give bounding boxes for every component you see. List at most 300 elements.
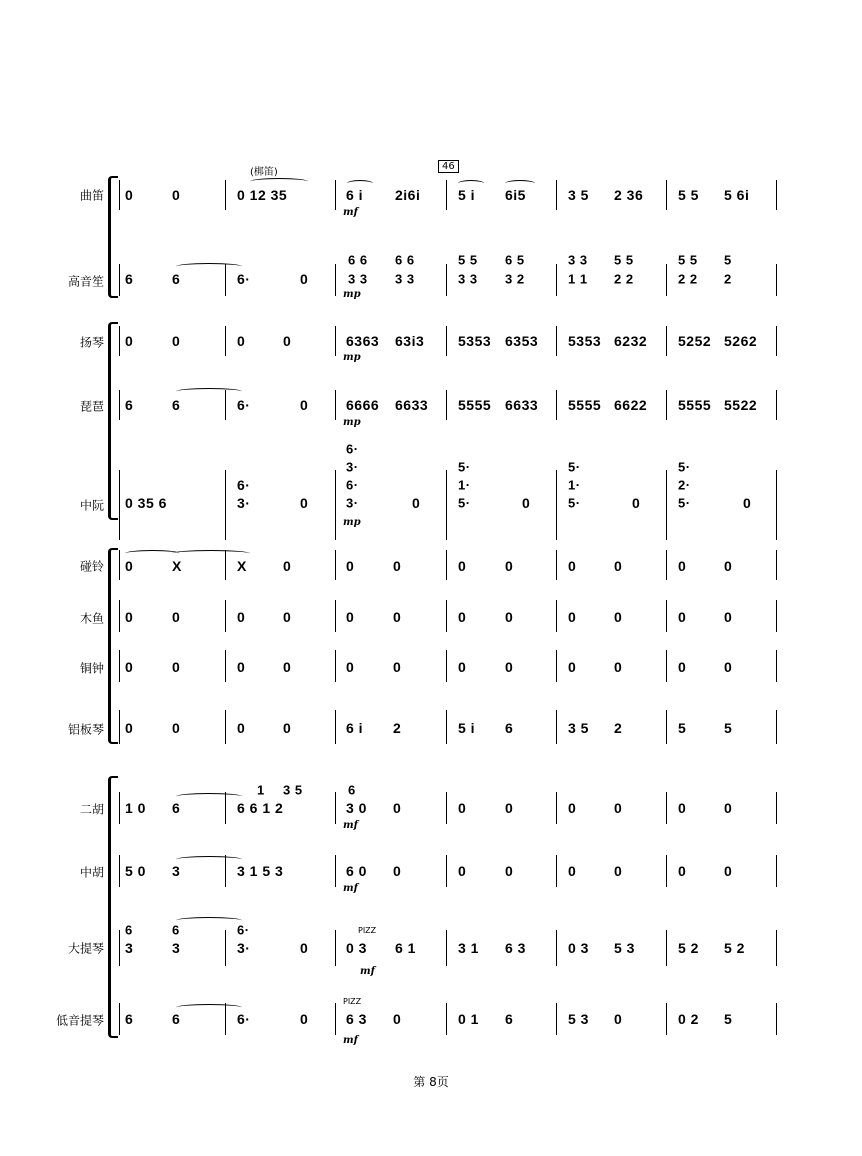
note-dyq-2: 6 — [172, 1011, 181, 1027]
note-yangqin-5: 6363 — [346, 333, 380, 349]
note-zhonghu-7: 0 — [505, 863, 514, 879]
dynamic-mp-sheng: mp — [343, 289, 361, 300]
barline — [335, 792, 336, 824]
brace-plucked — [108, 322, 118, 520]
label-zhongruan: 中阮 — [79, 498, 104, 513]
note-dyq-12: 5 — [724, 1011, 733, 1027]
note-sheng-top-3: 5 5 — [458, 252, 478, 268]
pizz-diyintiqin: PIZZ — [343, 997, 362, 1006]
tie-dyq — [176, 1004, 242, 1011]
barline — [446, 710, 447, 744]
note-erhu-5: 0 — [393, 800, 402, 816]
note-muyu-3: 0 — [237, 609, 246, 625]
label-yangqin: 扬琴 — [79, 335, 104, 350]
barline — [666, 180, 667, 210]
note-dtq-9: 0 3 — [568, 940, 589, 956]
barline — [666, 930, 667, 966]
tie-erhu — [176, 793, 242, 800]
barline — [666, 792, 667, 824]
note-dyq-1: 6 — [125, 1011, 134, 1027]
barline — [556, 326, 557, 356]
label-pengling: 碰铃 — [79, 559, 104, 574]
barline — [335, 264, 336, 296]
note-sheng-4: 0 — [300, 271, 309, 287]
note-muyu-4: 0 — [283, 609, 292, 625]
note-qudi-2: 0 — [172, 187, 181, 203]
note-yangqin-9: 5353 — [568, 333, 602, 349]
note-muyu-5: 0 — [346, 609, 355, 625]
barline — [556, 550, 557, 580]
note-erhu-top-2: 3 5 — [283, 782, 303, 798]
note-lvbanqin-8: 6 — [505, 720, 514, 736]
label-qudi: 曲笛 — [79, 188, 104, 203]
barline — [776, 470, 777, 540]
note-tongzhong-2: 0 — [172, 659, 181, 675]
note-dtq-2: 3 — [172, 940, 181, 956]
note-qudi-4: 6 i — [346, 187, 364, 203]
barline — [556, 600, 557, 632]
barline — [335, 470, 336, 540]
barline — [666, 600, 667, 632]
note-tongzhong-8: 0 — [505, 659, 514, 675]
barline — [776, 710, 777, 744]
barline — [666, 470, 667, 540]
note-lvbanqin-5: 6 i — [346, 720, 364, 736]
note-tongzhong-3: 0 — [237, 659, 246, 675]
barline — [666, 650, 667, 682]
note-zhongruan-2: 3· — [237, 495, 251, 511]
note-pengling-5: 0 — [346, 558, 355, 574]
barline — [335, 650, 336, 682]
note-yangqin-8: 6353 — [505, 333, 539, 349]
barline — [446, 390, 447, 420]
label-gaoyinsheng: 高音笙 — [67, 274, 104, 289]
instrument-note: (梆笛) — [250, 167, 278, 178]
note-dyq-8: 6 — [505, 1011, 514, 1027]
barline — [446, 180, 447, 210]
barline — [776, 390, 777, 420]
note-yangqin-6: 63i3 — [395, 333, 425, 349]
note-dtq-7: 3 1 — [458, 940, 479, 956]
note-dtq-11: 5 2 — [678, 940, 699, 956]
barline — [776, 326, 777, 356]
note-dtq-8: 6 3 — [505, 940, 526, 956]
note-sheng-top-1: 6 6 — [348, 252, 368, 268]
note-pengling-9: 0 — [568, 558, 577, 574]
barline-start — [119, 550, 120, 580]
note-sheng-top-2: 6 6 — [395, 252, 415, 268]
barline-start — [119, 1003, 120, 1035]
note-sheng-2: 6 — [172, 271, 181, 287]
tie-pengling-2 — [172, 550, 250, 557]
note-yangqin-2: 0 — [172, 333, 181, 349]
note-muyu-6: 0 — [393, 609, 402, 625]
barline — [776, 650, 777, 682]
note-qudi-11: 5 6i — [724, 187, 750, 203]
note-dtq-4: 0 — [300, 940, 309, 956]
note-sheng-top-4: 6 5 — [505, 252, 525, 268]
note-muyu-9: 0 — [568, 609, 577, 625]
note-tongzhong-6: 0 — [393, 659, 402, 675]
note-yangqin-7: 5353 — [458, 333, 492, 349]
label-pipa: 琵琶 — [79, 399, 104, 414]
note-zhongruan-pre: 6· — [237, 477, 251, 493]
dynamic-mf-erhu: mf — [343, 820, 358, 831]
note-zhonghu-10: 0 — [678, 863, 687, 879]
note-muyu-2: 0 — [172, 609, 181, 625]
note-zhonghu-9: 0 — [614, 863, 623, 879]
barline — [666, 326, 667, 356]
barline-start — [119, 855, 120, 887]
note-sheng-top-8: 5 — [724, 252, 732, 268]
label-diyintiqin: 低音提琴 — [55, 1013, 104, 1028]
note-dtq-top-3: 6· — [237, 922, 250, 938]
barline — [335, 326, 336, 356]
barline — [666, 550, 667, 580]
barline — [446, 470, 447, 540]
slur-qudi-3 — [505, 180, 535, 187]
note-pipa-1: 6 — [125, 397, 134, 413]
barline — [556, 470, 557, 540]
barline — [556, 650, 557, 682]
barline-start — [119, 390, 120, 420]
note-lvbanqin-12: 5 — [724, 720, 733, 736]
label-tongzhong: 铜钟 — [79, 661, 104, 676]
barline — [225, 180, 226, 210]
note-qudi-5: 2i6i — [395, 187, 421, 203]
note-zhongruan-7: 0 — [743, 495, 752, 511]
note-qudi-8: 3 5 — [568, 187, 589, 203]
note-sheng-1: 6 — [125, 271, 134, 287]
note-tongzhong-10: 0 — [614, 659, 623, 675]
note-erhu-2: 6 — [172, 800, 181, 816]
note-qudi-3: 0 12 35 — [237, 187, 288, 203]
chord-zr-m3-2: 3· — [346, 459, 359, 475]
note-dtq-5: 0 3 — [346, 940, 367, 956]
barline — [556, 180, 557, 210]
note-dyq-4: 0 — [300, 1011, 309, 1027]
barline-start — [119, 264, 120, 296]
note-lvbanqin-3: 0 — [237, 720, 246, 736]
barline — [335, 930, 336, 966]
note-pengling-3: X — [237, 558, 247, 574]
note-yangqin-11: 5252 — [678, 333, 712, 349]
barline — [225, 930, 226, 966]
note-pengling-11: 0 — [678, 558, 687, 574]
note-erhu-8: 0 — [568, 800, 577, 816]
note-zhonghu-6: 0 — [458, 863, 467, 879]
note-dtq-10: 5 3 — [614, 940, 635, 956]
note-tongzhong-7: 0 — [458, 659, 467, 675]
pizz-datiqin: PIZZ — [358, 926, 377, 935]
chord-zr-m6-1: 5· — [678, 459, 691, 475]
note-zhongruan-4: 0 — [412, 495, 421, 511]
barline-start — [119, 600, 120, 632]
barline — [335, 390, 336, 420]
note-zhonghu-1: 5 0 — [125, 863, 146, 879]
note-tongzhong-9: 0 — [568, 659, 577, 675]
note-tongzhong-11: 0 — [678, 659, 687, 675]
note-dyq-5: 6 3 — [346, 1011, 367, 1027]
barline — [225, 650, 226, 682]
note-zhongruan-3: 0 — [300, 495, 309, 511]
note-pengling-4: 0 — [283, 558, 292, 574]
barline — [446, 650, 447, 682]
barline — [225, 600, 226, 632]
note-lvbanqin-10: 2 — [614, 720, 623, 736]
note-lvbanqin-1: 0 — [125, 720, 134, 736]
note-erhu-m4-top: 6 — [348, 782, 356, 798]
note-lvbanqin-11: 5 — [678, 720, 687, 736]
note-pipa-6: 6633 — [395, 397, 429, 413]
note-pipa-10: 6622 — [614, 397, 648, 413]
note-sheng-top-7: 5 5 — [678, 252, 698, 268]
dynamic-mp-yangqin: mp — [343, 352, 361, 363]
barline — [556, 792, 557, 824]
chord-zr-m3-4: 3· — [346, 495, 359, 511]
barline — [446, 550, 447, 580]
note-dtq-1: 3 — [125, 940, 134, 956]
brace-percussion — [108, 548, 118, 744]
label-erhu: 二胡 — [79, 802, 104, 817]
note-pengling-2: X — [172, 558, 182, 574]
brace-winds — [108, 176, 118, 298]
barline — [225, 710, 226, 744]
barline — [776, 264, 777, 296]
barline — [776, 600, 777, 632]
note-pengling-7: 0 — [458, 558, 467, 574]
note-muyu-11: 0 — [678, 609, 687, 625]
note-zhongruan-6: 0 — [632, 495, 641, 511]
chord-zr-m5-3: 5· — [568, 495, 581, 511]
note-lvbanqin-4: 0 — [283, 720, 292, 736]
note-zhonghu-5: 0 — [393, 863, 402, 879]
note-zhongruan-1: 0 35 6 — [125, 495, 167, 511]
note-dyq-3: 6· — [237, 1011, 251, 1027]
note-dtq-top-1: 6 — [125, 922, 133, 938]
note-pengling-10: 0 — [614, 558, 623, 574]
note-dtq-3: 3· — [237, 940, 251, 956]
dynamic-mf-diyintiqin: mf — [343, 1035, 358, 1046]
note-sheng-top-6: 5 5 — [614, 252, 634, 268]
note-sheng-5: 3 3 — [348, 271, 368, 287]
note-yangqin-4: 0 — [283, 333, 292, 349]
note-sheng-12: 2 — [724, 271, 732, 287]
note-qudi-6: 5 i — [458, 187, 476, 203]
barline — [446, 600, 447, 632]
dynamic-mf-datiqin: mf — [360, 966, 375, 977]
barline-start — [119, 180, 120, 210]
note-pipa-8: 6633 — [505, 397, 539, 413]
barline — [776, 792, 777, 824]
barline — [225, 326, 226, 356]
barline — [446, 1003, 447, 1035]
note-zhonghu-2: 3 — [172, 863, 181, 879]
dynamic-mf-qudi: mf — [343, 207, 358, 218]
note-pipa-3: 6· — [237, 397, 251, 413]
barline — [446, 326, 447, 356]
barline — [446, 792, 447, 824]
barline — [666, 710, 667, 744]
note-erhu-3: 6 6 1 2 — [237, 800, 284, 816]
note-zhongruan-5: 0 — [522, 495, 531, 511]
barline — [666, 264, 667, 296]
note-pengling-6: 0 — [393, 558, 402, 574]
note-muyu-12: 0 — [724, 609, 733, 625]
chord-zr-m6-3: 5· — [678, 495, 691, 511]
tie-pipa — [176, 388, 242, 395]
note-sheng-10: 2 2 — [614, 271, 634, 287]
chord-zr-m5-2: 1· — [568, 477, 581, 493]
note-tongzhong-5: 0 — [346, 659, 355, 675]
barline — [446, 264, 447, 296]
barline — [446, 855, 447, 887]
chord-zr-m3-3: 6· — [346, 477, 359, 493]
barline — [666, 1003, 667, 1035]
note-qudi-10: 5 5 — [678, 187, 699, 203]
note-dyq-11: 0 2 — [678, 1011, 699, 1027]
barline — [335, 600, 336, 632]
note-pipa-4: 0 — [300, 397, 309, 413]
note-pipa-2: 6 — [172, 397, 181, 413]
note-muyu-8: 0 — [505, 609, 514, 625]
note-dyq-9: 5 3 — [568, 1011, 589, 1027]
barline — [335, 1003, 336, 1035]
barline-start — [119, 930, 120, 966]
tie-zhonghu — [176, 856, 242, 863]
note-erhu-7: 0 — [505, 800, 514, 816]
barline — [556, 1003, 557, 1035]
note-sheng-11: 2 2 — [678, 271, 698, 287]
note-erhu-1: 1 0 — [125, 800, 146, 816]
note-tongzhong-1: 0 — [125, 659, 134, 675]
slur-qudi-2 — [458, 180, 484, 187]
note-lvbanqin-6: 2 — [393, 720, 402, 736]
note-sheng-7: 3 3 — [458, 271, 478, 287]
note-pengling-12: 0 — [724, 558, 733, 574]
note-zhonghu-3: 3 1 5 3 — [237, 863, 284, 879]
note-pipa-11: 5555 — [678, 397, 712, 413]
note-erhu-6: 0 — [458, 800, 467, 816]
chord-zr-m4-1: 5· — [458, 459, 471, 475]
note-muyu-1: 0 — [125, 609, 134, 625]
note-zhonghu-8: 0 — [568, 863, 577, 879]
barline — [335, 710, 336, 744]
note-erhu-4: 3 0 — [346, 800, 367, 816]
note-erhu-10: 0 — [678, 800, 687, 816]
barline — [335, 180, 336, 210]
chord-zr-m5-1: 5· — [568, 459, 581, 475]
note-erhu-9: 0 — [614, 800, 623, 816]
note-dtq-6: 6 1 — [395, 940, 416, 956]
note-muyu-7: 0 — [458, 609, 467, 625]
note-muyu-10: 0 — [614, 609, 623, 625]
note-pipa-9: 5555 — [568, 397, 602, 413]
note-erhu-11: 0 — [724, 800, 733, 816]
note-yangqin-3: 0 — [237, 333, 246, 349]
barline — [225, 470, 226, 540]
note-pengling-8: 0 — [505, 558, 514, 574]
note-pipa-5: 6666 — [346, 397, 380, 413]
brace-strings — [108, 776, 118, 1038]
barline-start — [119, 710, 120, 744]
note-qudi-9: 2 36 — [614, 187, 644, 203]
label-lvbanqin: 铝板琴 — [67, 722, 104, 737]
note-lvbanqin-2: 0 — [172, 720, 181, 736]
note-sheng-3: 6· — [237, 271, 251, 287]
note-erhu-top-1: 1 — [257, 782, 265, 798]
dynamic-mp-zhongruan: mp — [343, 517, 361, 528]
note-yangqin-10: 6232 — [614, 333, 648, 349]
chord-zr-m6-2: 2· — [678, 477, 691, 493]
barline — [776, 550, 777, 580]
note-lvbanqin-9: 3 5 — [568, 720, 589, 736]
barline — [556, 264, 557, 296]
chord-zr-m4-3: 5· — [458, 495, 471, 511]
dynamic-mf-zhonghu: mf — [343, 883, 358, 894]
note-sheng-top-5: 3 3 — [568, 252, 588, 268]
note-tongzhong-4: 0 — [283, 659, 292, 675]
note-zhonghu-11: 0 — [724, 863, 733, 879]
note-pengling-1: 0 — [125, 558, 134, 574]
slur-qudi-4 — [250, 178, 308, 185]
barline — [556, 710, 557, 744]
note-lvbanqin-7: 5 i — [458, 720, 476, 736]
barline-start — [119, 470, 120, 540]
barline — [776, 1003, 777, 1035]
page-number: 第 8页 — [413, 1075, 449, 1089]
note-sheng-6: 3 3 — [395, 271, 415, 287]
barline — [556, 930, 557, 966]
barline — [335, 550, 336, 580]
chord-zr-m4-2: 1· — [458, 477, 471, 493]
note-zhonghu-4: 6 0 — [346, 863, 367, 879]
note-yangqin-12: 5262 — [724, 333, 758, 349]
barline — [335, 855, 336, 887]
barline — [776, 855, 777, 887]
note-tongzhong-12: 0 — [724, 659, 733, 675]
barline-start — [119, 326, 120, 356]
chord-zr-m3-1: 6· — [346, 441, 359, 457]
note-qudi-1: 0 — [125, 187, 134, 203]
barline — [666, 855, 667, 887]
barline — [776, 180, 777, 210]
note-pipa-12: 5522 — [724, 397, 758, 413]
barline — [776, 930, 777, 966]
dynamic-mp-pipa: mp — [343, 417, 361, 428]
note-dyq-6: 0 — [393, 1011, 402, 1027]
barline — [446, 930, 447, 966]
label-muyu: 木鱼 — [79, 611, 104, 626]
note-sheng-8: 3 2 — [505, 271, 525, 287]
note-dtq-top-2: 6 — [172, 922, 180, 938]
note-pipa-7: 5555 — [458, 397, 492, 413]
barline-start — [119, 650, 120, 682]
note-sheng-9: 1 1 — [568, 271, 588, 287]
note-yangqin-1: 0 — [125, 333, 134, 349]
barline-start — [119, 792, 120, 824]
tie-dtq — [176, 917, 242, 924]
rehearsal-mark: 46 — [438, 160, 459, 173]
label-datiqin: 大提琴 — [67, 941, 104, 956]
note-dyq-10: 0 — [614, 1011, 623, 1027]
note-qudi-7: 6i5 — [505, 187, 526, 203]
tie-sheng — [176, 263, 242, 270]
barline — [556, 855, 557, 887]
slur-qudi-1 — [347, 180, 373, 187]
barline — [666, 390, 667, 420]
note-dtq-12: 5 2 — [724, 940, 745, 956]
